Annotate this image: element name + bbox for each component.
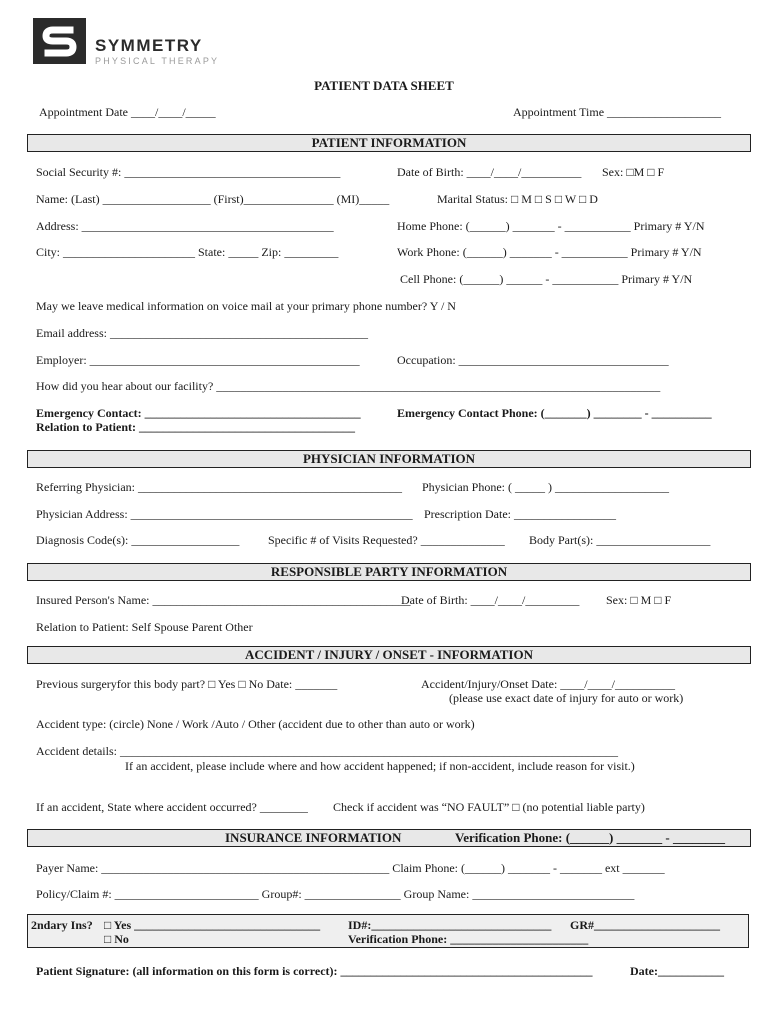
- payer-claim-phone-field[interactable]: Payer Name: ________________________________________________ Claim Phone: (______) _______ - _______ ext _______: [36, 861, 665, 875]
- onset-note: (please use exact date of injury for auto or work): [449, 691, 684, 705]
- logo-name: SYMMETRY: [95, 36, 203, 55]
- section-header-patient: PATIENT INFORMATION: [27, 134, 751, 152]
- home-phone-field[interactable]: Home Phone: (______) _______ - ___________ Primary # Y/N: [397, 219, 705, 233]
- insured-sex-checkboxes[interactable]: Sex: □ M □ F: [606, 593, 672, 607]
- physician-address-field[interactable]: Physician Address: _______________________________________________: [36, 507, 413, 521]
- section-header-accident: ACCIDENT / INJURY / ONSET - INFORMATION: [27, 646, 751, 664]
- insured-dob-field[interactable]: Date of Birth: ____/____/_________: [401, 593, 580, 607]
- voicemail-question[interactable]: May we leave medical information on voice mail at your primary phone number? Y / N: [36, 299, 456, 313]
- patient-signature-field[interactable]: Patient Signature: (all information on this form is correct): __________________________________________: [36, 964, 593, 978]
- appointment-time-field[interactable]: Appointment Time ___________________: [513, 105, 722, 119]
- insured-name-field[interactable]: Insured Person's Name: ___________________________________________: [36, 593, 411, 607]
- onset-date-field[interactable]: Accident/Injury/Onset Date: ____/____/__________: [421, 677, 675, 691]
- logo-subtitle: PHYSICAL THERAPY: [95, 56, 220, 66]
- section-header-responsible-party: RESPONSIBLE PARTY INFORMATION: [27, 563, 751, 581]
- accident-state-field[interactable]: If an accident, State where accident occurred? ________: [36, 800, 308, 814]
- policy-group-field[interactable]: Policy/Claim #: ________________________ Group#: ________________ Group Name: ___________________________: [36, 887, 635, 901]
- email-field[interactable]: Email address: ___________________________________________: [36, 326, 368, 340]
- physician-phone-field[interactable]: Physician Phone: ( _____ ) ___________________: [422, 480, 669, 494]
- work-phone-field[interactable]: Work Phone: (______) _______ - ___________ Primary # Y/N: [397, 245, 702, 259]
- insurance-title: INSURANCE INFORMATION: [225, 830, 402, 845]
- page-title: PATIENT DATA SHEET: [314, 78, 454, 93]
- appointment-date-field[interactable]: Appointment Date ____/____/_____: [39, 105, 216, 119]
- address-field[interactable]: Address: __________________________________________: [36, 219, 334, 233]
- accident-details-field[interactable]: Accident details: ___________________________________________________________________________________: [36, 744, 618, 758]
- insurance-verification-phone[interactable]: Verification Phone: (______) _______ - ________: [455, 830, 725, 845]
- secondary-ins-group-field[interactable]: GR#_____________________: [570, 918, 720, 932]
- no-fault-checkbox[interactable]: Check if accident was “NO FAULT” □ (no potential liable party): [333, 800, 645, 814]
- visits-requested-field[interactable]: Specific # of Visits Requested? ______________: [268, 533, 505, 547]
- city-state-zip-field[interactable]: City: ______________________ State: _____ Zip: _________: [36, 245, 339, 259]
- accident-type-options[interactable]: Accident type: (circle) None / Work /Auto / Other (accident due to other than auto or work): [36, 717, 475, 731]
- logo-mark: [33, 18, 86, 64]
- ssn-field[interactable]: Social Security #: ____________________________________: [36, 165, 341, 179]
- diagnosis-code-field[interactable]: Diagnosis Code(s): __________________: [36, 533, 240, 547]
- insured-relation-options[interactable]: Relation to Patient: Self Spouse Parent Other: [36, 620, 253, 634]
- section-header-physician: PHYSICIAN INFORMATION: [27, 450, 751, 468]
- referring-physician-field[interactable]: Referring Physician: ____________________________________________: [36, 480, 402, 494]
- secondary-ins-label: 2ndary Ins?: [31, 918, 93, 932]
- emergency-contact-field[interactable]: Emergency Contact: ____________________________________: [36, 406, 361, 420]
- dob-field[interactable]: Date of Birth: ____/____/__________: [397, 165, 582, 179]
- section-header-insurance: [27, 829, 751, 847]
- marital-status-checkboxes[interactable]: Marital Status: □ M □ S □ W □ D: [437, 192, 598, 206]
- body-part-field[interactable]: Body Part(s): ___________________: [529, 533, 711, 547]
- name-field[interactable]: Name: (Last) __________________ (First)_______________ (MI)_____: [36, 192, 390, 206]
- cell-phone-field[interactable]: Cell Phone: (______) ______ - ___________ Primary # Y/N: [400, 272, 693, 286]
- previous-surgery-field[interactable]: Previous surgeryfor this body part? □ Yes □ No Date: _______: [36, 677, 338, 691]
- sex-checkboxes[interactable]: Sex: □M □ F: [602, 165, 665, 179]
- secondary-ins-id-field[interactable]: ID#:______________________________: [348, 918, 552, 932]
- secondary-verification-phone-field[interactable]: Verification Phone: _______________________: [348, 932, 589, 946]
- secondary-ins-yes[interactable]: □ Yes _______________________________: [104, 918, 321, 932]
- signature-date-field[interactable]: Date:___________: [630, 964, 724, 978]
- prescription-date-field[interactable]: Prescription Date: _________________: [424, 507, 616, 521]
- emergency-phone-field[interactable]: Emergency Contact Phone: (_______) ________ - __________: [397, 406, 712, 420]
- employer-field[interactable]: Employer: _____________________________________________: [36, 353, 360, 367]
- referral-source-field[interactable]: How did you hear about our facility? __________________________________________________________________________: [36, 379, 661, 393]
- relation-to-patient-field[interactable]: Relation to Patient: ____________________________________: [36, 420, 355, 434]
- secondary-ins-no[interactable]: □ No: [104, 932, 129, 946]
- accident-details-note: If an accident, please include where and how accident happened; if non-accident, include reason for visit.): [125, 759, 635, 773]
- occupation-field[interactable]: Occupation: ___________________________________: [397, 353, 669, 367]
